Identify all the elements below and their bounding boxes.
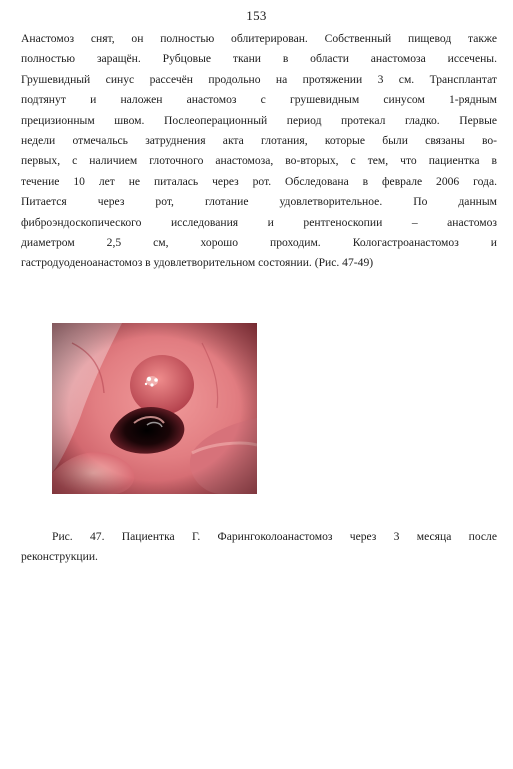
caption-line: реконструкции. xyxy=(21,550,98,564)
text-line: первых, с наличием глоточного анастомоза, во-вторых, с тем, что пациентка в xyxy=(21,154,497,168)
text-line: Питается через рот, глотание удовлетворительное. По данным xyxy=(21,195,497,209)
figure-caption xyxy=(21,527,497,568)
text-line: течение 10 лет не питалась через рот. Обследована в феврале 2006 года. xyxy=(21,174,497,188)
caption-line: Рис. 47. Пациентка Г. Фарингоколоанастомоз через 3 месяца после xyxy=(52,530,497,543)
endoscopy-image xyxy=(52,323,257,494)
body-paragraph xyxy=(21,29,497,274)
endoscopy-photo xyxy=(52,323,257,494)
text-line: фиброэндоскопического исследования и рентгеноскопии – анастомоз xyxy=(21,215,497,229)
text-line: недели отмечальсь затруднения акта глотания, которые были связаны во- xyxy=(21,133,497,147)
page-number: 153 xyxy=(246,8,267,23)
text-line: Грушевидный синус рассечён продольно на протяжении 3 см. Трансплантат xyxy=(21,72,497,86)
text-line: подтянут и наложен анастомоз с грушевидным синусом 1-рядным xyxy=(21,93,497,107)
text-line: гастродуоденоанастомоз в удовлетворительном состоянии. (Рис. 47-49) xyxy=(21,256,374,270)
text-line: диаметром 2,5 см, хорошо проходим. Кологастроанастомоз и xyxy=(21,235,497,249)
text-line: Анастомоз снят, он полностью облитерирован. Собственный пищевод также xyxy=(21,32,497,45)
text-line: прецизионным швом. Послеоперационный период протекал гладко. Первые xyxy=(21,113,497,127)
text-line: полностью заращён. Рубцовые ткани в области анастомоза иссечены. xyxy=(21,52,497,66)
